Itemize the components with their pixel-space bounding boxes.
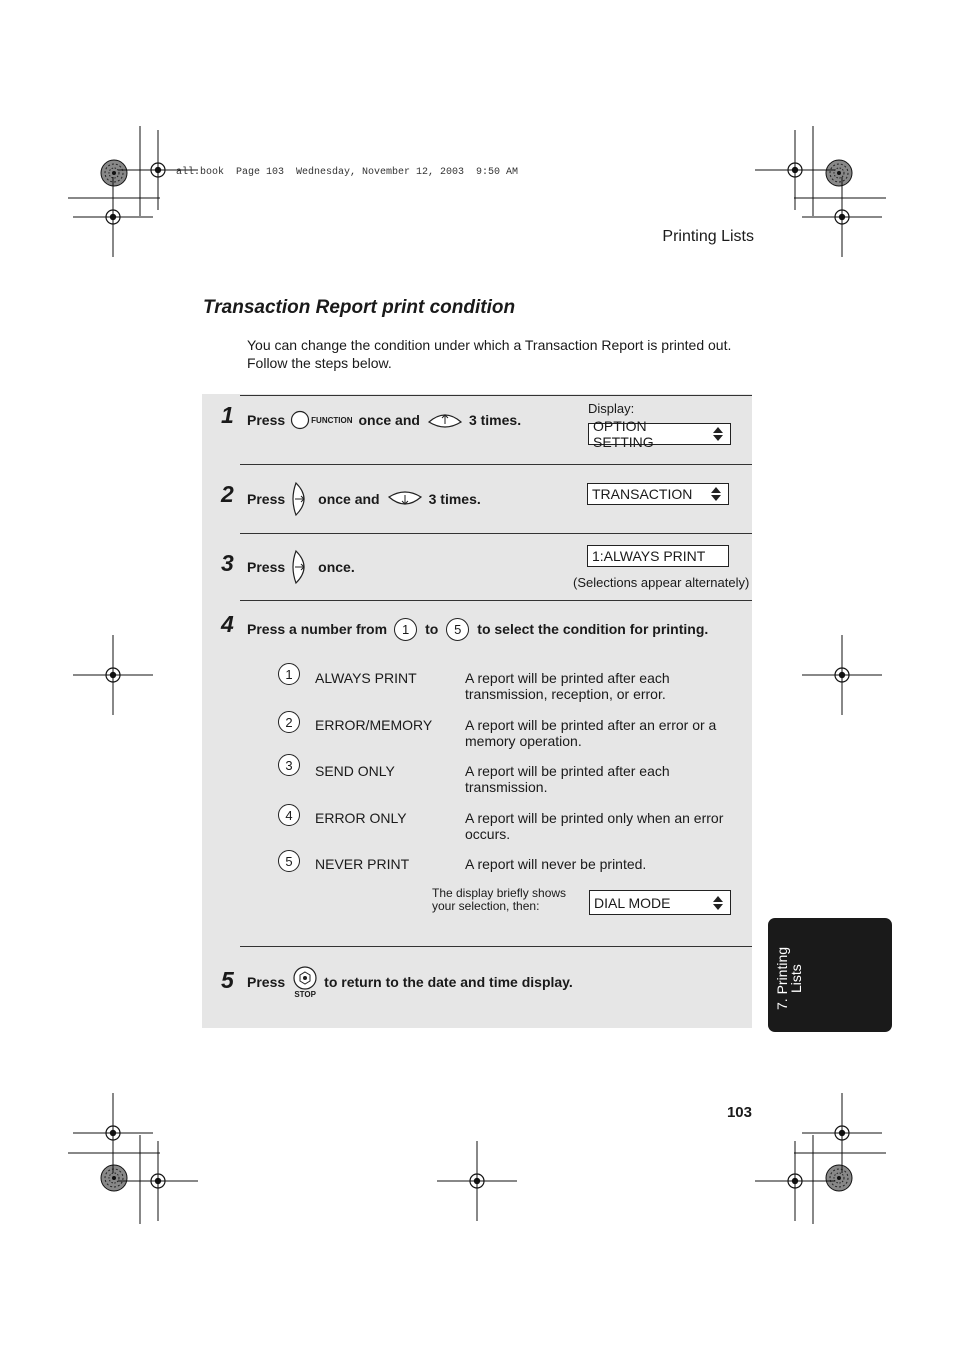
step-2-instruction <box>247 481 481 517</box>
step-text: once and <box>358 412 420 428</box>
print-slug: all.book Page 103 Wednesday, November 12, 2003 9:50 AM <box>176 167 519 178</box>
description-line: A report will be printed after each <box>465 763 670 779</box>
number-key-icon: 5 <box>446 618 469 641</box>
star-target-icon <box>101 160 127 186</box>
intro-line: You can change the condition under which a Transaction Report is printed out. <box>247 337 732 353</box>
option-key-icon: 5 <box>278 850 300 872</box>
option-key-icon: 3 <box>278 754 300 776</box>
option-name: NEVER PRINT <box>315 856 410 872</box>
star-target-icon <box>826 160 852 186</box>
option-description <box>465 856 646 872</box>
description-line: A report will be printed only when an error <box>465 810 724 826</box>
divider <box>240 464 752 465</box>
option-name: ALWAYS PRINT <box>315 670 417 686</box>
press-label: Press <box>247 974 286 990</box>
press-label: Press <box>247 559 286 575</box>
option-description <box>465 670 670 702</box>
lcd-text: DIAL MODE <box>594 894 671 911</box>
step-number: 5 <box>221 967 234 993</box>
option-name: ERROR/MEMORY <box>315 717 433 733</box>
step-number: 2 <box>221 481 234 507</box>
option-key-icon: 1 <box>278 663 300 685</box>
step-text: once. <box>318 559 355 575</box>
function-key-icon <box>290 410 310 430</box>
function-key-label: FUNCTION <box>311 415 353 425</box>
stop-key <box>290 966 320 999</box>
up-down-arrows-icon <box>710 426 726 442</box>
press-label: Press <box>247 412 286 428</box>
section-title: Transaction Report print condition <box>203 297 516 318</box>
option-key-icon: 2 <box>278 711 300 733</box>
description-line: memory operation. <box>465 733 582 749</box>
crosshair-icon <box>73 1093 153 1173</box>
star-target-icon <box>826 1165 852 1191</box>
step-text: Press a number from <box>247 621 388 637</box>
step-text: once and <box>318 491 380 507</box>
tab-line: 7. Printing <box>774 946 790 1010</box>
star-target-icon <box>101 1165 127 1191</box>
right-arrow-key-icon <box>290 481 312 517</box>
press-label: Press <box>247 491 286 507</box>
lcd-text: OPTION SETTING <box>593 418 654 450</box>
display-label: Display: <box>588 401 635 416</box>
lcd-display <box>588 418 731 450</box>
stop-key-icon <box>292 966 318 992</box>
description-line: transmission, reception, or error. <box>465 686 666 702</box>
step-5-instruction <box>247 963 573 1001</box>
option-key-icon: 4 <box>278 804 300 826</box>
option-description <box>465 810 723 842</box>
step-4-instruction <box>247 617 708 641</box>
note-line: The display briefly shows <box>432 886 567 900</box>
lcd-display <box>587 545 729 567</box>
crosshair-icon <box>802 177 882 257</box>
right-arrow-key-icon <box>290 549 312 585</box>
lcd-display <box>589 890 731 915</box>
step-text: to <box>425 621 439 637</box>
intro-text <box>247 336 731 372</box>
description-line: A report will never be printed. <box>465 856 647 872</box>
chapter-tab-label <box>775 947 803 1010</box>
step-text: to select the condition for printing. <box>477 621 709 637</box>
lcd-display <box>587 483 729 505</box>
description-line: occurs. <box>465 826 511 842</box>
up-down-arrows-icon <box>710 895 726 911</box>
divider <box>240 395 752 396</box>
intro-line: Follow the steps below. <box>247 355 392 371</box>
crosshair-icon <box>73 177 153 257</box>
divider <box>240 600 752 601</box>
lcd-text: 1:ALWAYS PRINT <box>592 548 706 564</box>
crosshair-icon <box>802 635 882 715</box>
up-down-arrows-icon <box>708 486 724 502</box>
stop-key-label: STOP <box>294 989 316 999</box>
crosshair-icon <box>73 635 153 715</box>
step-text: to return to the date and time display. <box>324 974 573 990</box>
step-text: 3 times. <box>468 412 522 428</box>
up-arrow-key-icon <box>427 410 463 430</box>
description-line: A report will be printed after each <box>465 670 670 686</box>
crosshair-icon <box>802 1093 882 1173</box>
step-number: 3 <box>221 550 234 576</box>
note-line: your selection, then: <box>432 899 540 913</box>
option-description <box>465 763 670 795</box>
step-text: 3 times. <box>428 491 481 507</box>
option-name: ERROR ONLY <box>315 810 407 826</box>
description-line: transmission. <box>465 779 548 795</box>
number-key-icon: 1 <box>394 618 417 641</box>
page-number: 103 <box>726 1104 752 1121</box>
lcd-text: TRANSACTION <box>592 486 693 502</box>
step-number: 1 <box>221 402 234 428</box>
step-3-instruction <box>247 549 355 585</box>
after-select-note <box>432 887 566 913</box>
step-number: 4 <box>221 611 234 637</box>
crosshair-icon <box>437 1141 517 1221</box>
step-1-instruction <box>247 408 521 432</box>
tab-line: Lists <box>788 964 804 993</box>
down-arrow-key-icon <box>387 489 423 509</box>
option-description <box>465 717 716 749</box>
divider <box>240 946 752 947</box>
option-name: SEND ONLY <box>315 763 395 779</box>
divider <box>240 533 752 534</box>
running-header: Printing Lists <box>662 228 754 245</box>
description-line: A report will be printed after an error or a <box>465 717 717 733</box>
lcd-note: (Selections appear alternately) <box>573 575 750 590</box>
